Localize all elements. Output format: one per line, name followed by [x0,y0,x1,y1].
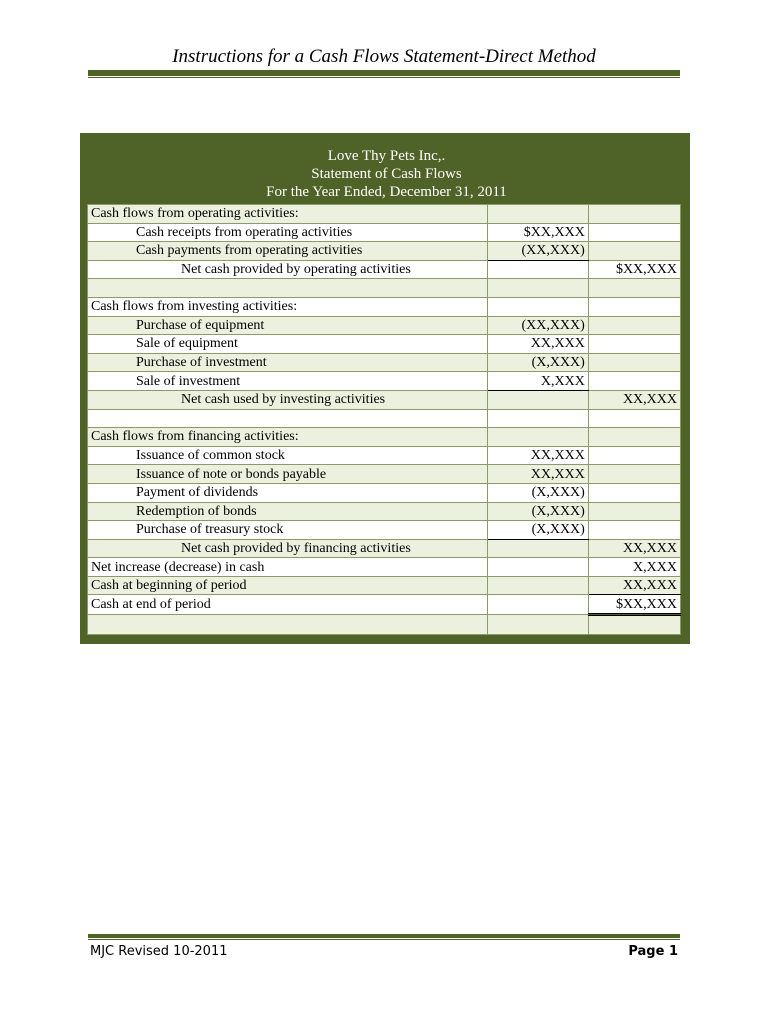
row-label: Cash at end of period [88,595,488,615]
row-total [588,297,680,316]
row-total [588,465,680,484]
table-row [88,223,681,242]
row-total [588,223,680,242]
row-total: XX,XXX [588,539,680,558]
row-amount: XX,XXX [487,465,588,484]
statement-period: For the Year Ended, December 31, 2011 [266,184,507,200]
row-amount [487,576,588,595]
row-label: Net cash provided by operating activities [88,260,488,279]
table-row [88,483,681,502]
row-total: XX,XXX [588,576,680,595]
table-row [88,595,681,615]
row-total [588,316,680,335]
table-row [88,428,681,447]
row-amount [487,539,588,558]
row-total [588,409,680,428]
row-amount: (X,XXX) [487,353,588,372]
table-row [88,409,681,428]
table-row [88,353,681,372]
row-label: Issuance of common stock [88,446,488,465]
footer-rule [88,934,680,938]
row-amount: XX,XXX [487,446,588,465]
row-total [588,242,680,261]
table-row [88,205,681,224]
row-label: Payment of dividends [88,483,488,502]
row-label: Cash payments from operating activities [88,242,488,261]
row-label: Purchase of investment [88,353,488,372]
row-total [588,428,680,447]
table-row [88,576,681,595]
row-total: XX,XXX [588,390,680,409]
table-row [88,297,681,316]
row-total [588,502,680,521]
row-label [88,279,488,298]
table-row [88,316,681,335]
row-label [88,409,488,428]
page-number: Page 1 [628,944,678,959]
table-row [88,372,681,391]
row-amount [487,279,588,298]
row-label: Redemption of bonds [88,502,488,521]
row-amount [487,205,588,224]
row-label: Sale of equipment [88,335,488,354]
row-amount: (X,XXX) [487,483,588,502]
table-row [88,242,681,261]
table-row [88,615,681,635]
row-label: Purchase of treasury stock [88,521,488,540]
row-amount [487,297,588,316]
row-amount: (XX,XXX) [487,316,588,335]
row-label: Net cash used by investing activities [88,390,488,409]
row-amount [487,260,588,279]
row-label: Sale of investment [88,372,488,391]
row-label: Cash at beginning of period [88,576,488,595]
row-label: Net cash provided by financing activities [88,539,488,558]
row-amount [487,595,588,615]
table-row [88,539,681,558]
statement-title-block [87,137,686,204]
table-row [88,446,681,465]
row-total [588,372,680,391]
row-amount [487,390,588,409]
statement-table [87,204,681,635]
table-row [88,279,681,298]
row-total [588,205,680,224]
row-amount: (X,XXX) [487,502,588,521]
row-label: Cash flows from financing activities: [88,428,488,447]
revision-note: MJC Revised 10-2011 [90,944,228,959]
row-amount: XX,XXX [487,335,588,354]
row-total: $XX,XXX [588,260,680,279]
row-amount [487,409,588,428]
page-title: Instructions for a Cash Flows Statement-Direct Method [172,46,596,67]
statement-name: Statement of Cash Flows [311,166,462,182]
row-total [588,483,680,502]
row-total [588,446,680,465]
row-total: X,XXX [588,558,680,577]
row-amount: (XX,XXX) [487,242,588,261]
table-row [88,390,681,409]
row-label: Issuance of note or bonds payable [88,465,488,484]
row-label: Net increase (decrease) in cash [88,558,488,577]
table-row [88,335,681,354]
row-total [588,521,680,540]
row-amount: $XX,XXX [487,223,588,242]
company-name: Love Thy Pets Inc,. [327,148,446,164]
footer-rule-thin [88,939,680,940]
row-total [588,279,680,298]
row-amount: X,XXX [487,372,588,391]
row-total [588,615,680,635]
row-label: Cash receipts from operating activities [88,223,488,242]
row-label: Cash flows from investing activities: [88,297,488,316]
table-row [88,502,681,521]
row-label [88,615,488,635]
table-row [88,465,681,484]
table-row [88,558,681,577]
row-total: $XX,XXX [588,595,680,615]
row-amount [487,615,588,635]
table-row [88,260,681,279]
header-rule-thin [88,77,680,78]
row-amount [487,558,588,577]
row-total [588,335,680,354]
table-row [88,521,681,540]
row-total [588,353,680,372]
row-amount [487,428,588,447]
cash-flow-statement [80,133,690,644]
row-label: Purchase of equipment [88,316,488,335]
header-rule [88,70,680,76]
row-label: Cash flows from operating activities: [88,205,488,224]
row-amount: (X,XXX) [487,521,588,540]
